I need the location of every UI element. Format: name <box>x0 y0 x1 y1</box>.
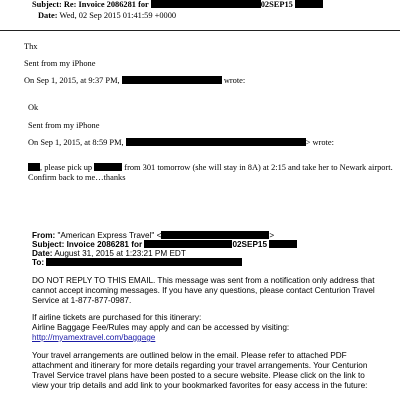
reply2-body: Ok <box>28 103 39 112</box>
original-from: From: "American Express Travel" < > <box>32 231 275 240</box>
date-value: August 31, 2015 at 1:23:21 PM EDT <box>54 249 186 258</box>
itinerary-line-1: Your travel arrangements are outlined below in the email. Please refer to attached PDF <box>32 351 347 360</box>
redaction <box>28 163 40 171</box>
redaction <box>46 258 242 266</box>
reply-header-date <box>38 11 176 21</box>
notice-line-3: Service at 1-877-877-0987. <box>32 296 132 305</box>
subject-label: Subject: <box>32 0 62 9</box>
redaction <box>94 163 122 171</box>
airline-line-2: Airline Baggage Fee/Rules may apply and can be accessed by visiting: <box>32 323 290 332</box>
airline-line-1: If airline tickets are purchased for this itinerary: <box>32 313 202 322</box>
subject-value: Invoice 2086281 for <box>66 240 143 249</box>
subject-label: Subject: <box>32 240 65 249</box>
itinerary-line-4: view your trip details and add link to your bookmarked favorites for easy access in the future: <box>32 381 368 390</box>
redaction <box>144 240 232 248</box>
from-label: From: <box>32 231 56 240</box>
reply1-quote-header: On Sep 1, 2015, at 9:37 PM, wrote: <box>24 76 246 85</box>
subject-code: 02SEP15 <box>260 0 293 9</box>
notice-line-2: cannot accept incoming messages. If you have any questions, please contact Centurion Travel <box>32 286 375 295</box>
original-to <box>32 258 242 268</box>
date-label: Date: <box>32 249 53 258</box>
reply1-signature: Sent from my iPhone <box>24 59 96 68</box>
request-line-1: , please pick up from 301 tomorrow (she will stay in 8A) at 2:15 and take her to Newark airport. <box>28 163 393 173</box>
redaction <box>126 138 306 146</box>
reply1-body: Thx <box>24 42 38 51</box>
redaction <box>269 240 297 248</box>
subject-code: 02SEP15 <box>232 240 268 249</box>
redaction <box>122 76 222 84</box>
reply2-quote-header: On Sep 1, 2015, at 8:59 PM, > wrote: <box>28 138 334 147</box>
from-value: "American Express Travel" < <box>57 231 162 240</box>
date-label: Date: <box>38 11 58 20</box>
request-line-2: Confirm back to me…thanks <box>28 173 126 182</box>
redaction <box>161 231 269 239</box>
itinerary-line-2: attachment and itinerary for more details regarding your travel arrangements. Your Centurion <box>32 361 368 370</box>
redaction <box>295 0 323 8</box>
reply-header-subject <box>32 0 323 10</box>
to-label: To: <box>32 258 45 267</box>
notice-line-1: DO NOT REPLY TO THIS EMAIL. This message was sent from a notification only address that <box>32 276 375 285</box>
reply2-signature: Sent from my iPhone <box>28 121 100 130</box>
redaction <box>151 0 261 8</box>
date-value: Wed, 02 Sep 2015 01:41:59 +0000 <box>59 11 177 20</box>
header-divider <box>0 30 400 31</box>
itinerary-line-3: Travel Service travel plans have been posted to a secure website. Please click on the link to <box>32 371 365 380</box>
baggage-link[interactable]: http://myamextravel.com/baggage <box>32 333 156 342</box>
subject-prefix: Re: Invoice 2086281 for <box>63 0 149 9</box>
